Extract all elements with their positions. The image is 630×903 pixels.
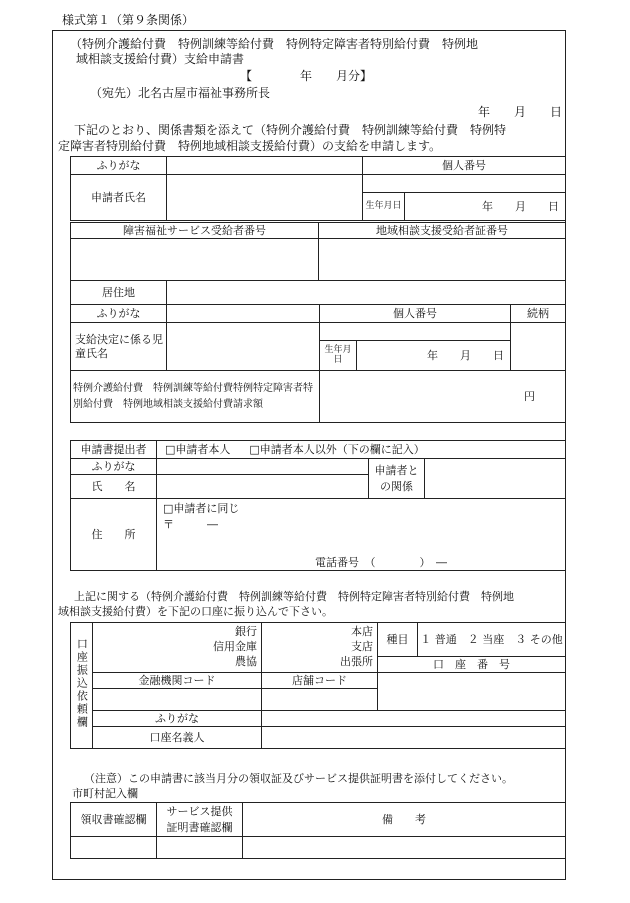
account-number-label: 口 座 番 号 [378,657,566,673]
submitter-furigana-field[interactable] [157,459,369,475]
account-type-label: 種目 [378,623,418,657]
receipt-check-field[interactable] [71,837,157,859]
child-birth-field[interactable]: 年 月 日 [357,341,511,371]
submitter-table [70,440,566,571]
service-cert-check-label: サービス提供 証明書確認欄 [157,803,243,837]
child-name-label: 支給決定に係る児童氏名 [71,323,167,371]
child-birth-label: 生年月日 [320,341,357,371]
holder-furigana-field[interactable] [262,711,566,727]
address-label: 居住地 [71,281,167,305]
applicant-personal-no-label: 個人番号 [363,157,566,175]
form-title-line1: （特例介護給付費 特例訓練等給付費 特例特定障害者特別給付費 特例地 [70,37,479,51]
child-relation-field[interactable] [511,323,566,371]
applicant-furigana-label: ふりがな [71,157,167,175]
applicant-name-label: 申請者氏名 [71,175,167,221]
submitter-relation-field[interactable] [425,459,566,499]
regional-no-label: 地域相談支援受給者証番号 [319,223,566,239]
bank-code-boxes[interactable] [93,689,262,711]
applicant-birth-field[interactable]: 年 月 日 [405,193,566,221]
submitter-address-label: 住 所 [71,499,157,571]
intro-line2: 定障害者特別給付費 特例地域相談支援給付費）の支給を申請します。 [58,139,442,153]
welfare-no-boxes[interactable] [71,239,319,281]
submitter-options [157,441,566,459]
address-field[interactable] [167,281,566,305]
postal-code[interactable]: 〒 ― [163,518,218,531]
submitter-label: 申請書提出者 [71,441,157,459]
submitter-other-checkbox[interactable]: □申請者本人以外（下の欄に記入） [249,442,425,456]
account-number-boxes[interactable] [378,673,566,711]
regional-no-boxes[interactable] [319,239,566,281]
submitter-name-label: 氏 名 [71,475,157,499]
form-number: 様式第１（第９条関係） [62,13,195,27]
applicant-name-field[interactable] [167,175,363,221]
account-type-options[interactable]: １ 普通 ２ 当座 ３ その他 [418,623,566,657]
submitter-furigana-label: ふりがな [71,459,157,475]
receipt-check-label: 領収書確認欄 [71,803,157,837]
child-relation-label: 続柄 [511,305,566,323]
remarks-label: 備 考 [243,803,566,837]
transfer-table [70,622,566,749]
application-date[interactable]: 年 月 日 [478,105,563,119]
submitter-address-field[interactable] [157,499,566,571]
form-title-line2: 域相談支援給付費）支給申請書 [76,52,245,66]
holder-furigana-label: ふりがな [93,711,262,727]
transfer-intro-line1: 上記に関する（特例介護給付費 特例訓練等給付費 特例特定障害者特別給付費 特例地 [74,590,514,603]
city-section-label: 市町村記入欄 [72,787,138,800]
submitter-relation-label: 申請者との関係 [369,459,425,499]
bank-code-label: 金融機関コード [93,673,262,689]
bank-name-field[interactable]: 銀行 信用金庫 農協 [93,623,262,673]
service-cert-check-field[interactable] [157,837,243,859]
transfer-intro-line2: 域相談支援給付費）を下記の口座に振り込んで下さい。 [58,605,333,618]
intro-line1: 下記のとおり、関係書類を添えて（特例介護給付費 特例訓練等給付費 特例特 [74,123,507,137]
holder-name-field[interactable] [262,727,566,749]
recipient-number-table [70,222,566,281]
submitter-name-field[interactable] [157,475,369,499]
applicant-birth-label: 生年月日 [363,193,405,221]
child-furigana-label: ふりがな [71,305,167,323]
claim-amount-field[interactable]: 円 [320,371,566,423]
claim-label: 特例介護給付費 特例訓練等給付費特例特定障害者特別給付費 特例地域相談支援給付費請求額 [71,371,320,423]
month-line[interactable]: 【 年 月分】 [240,69,373,83]
attachment-note: （注意）この申請書に該当月分の領収証及びサービス提供証明書を添付してください。 [84,772,513,785]
applicant-table [70,156,566,221]
child-table [70,280,566,423]
phone-number[interactable]: 電話番号 （ ） ― [315,556,447,569]
addressee: （宛先）北名古屋市福祉事務所長 [90,86,271,100]
branch-code-boxes[interactable] [262,689,378,711]
child-name-field[interactable] [167,323,320,371]
branch-name-field[interactable]: 本店 支店 出張所 [262,623,378,673]
branch-code-label: 店舗コード [262,673,378,689]
transfer-side-label: 口座振込依頼欄 [71,623,93,749]
child-personal-no-boxes[interactable] [320,323,511,341]
submitter-self-checkbox[interactable]: □申請者本人 [165,442,231,456]
welfare-no-label: 障害福祉サービス受給者番号 [71,223,319,239]
applicant-furigana-field[interactable] [167,157,363,175]
holder-name-label: 口座名義人 [93,727,262,749]
remarks-field[interactable] [243,837,566,859]
same-as-applicant-checkbox[interactable]: □申請者に同じ [163,502,240,515]
child-furigana-field[interactable] [167,305,320,323]
child-personal-no-label: 個人番号 [320,305,511,323]
city-table [70,802,566,859]
applicant-personal-no-boxes[interactable] [363,175,566,193]
